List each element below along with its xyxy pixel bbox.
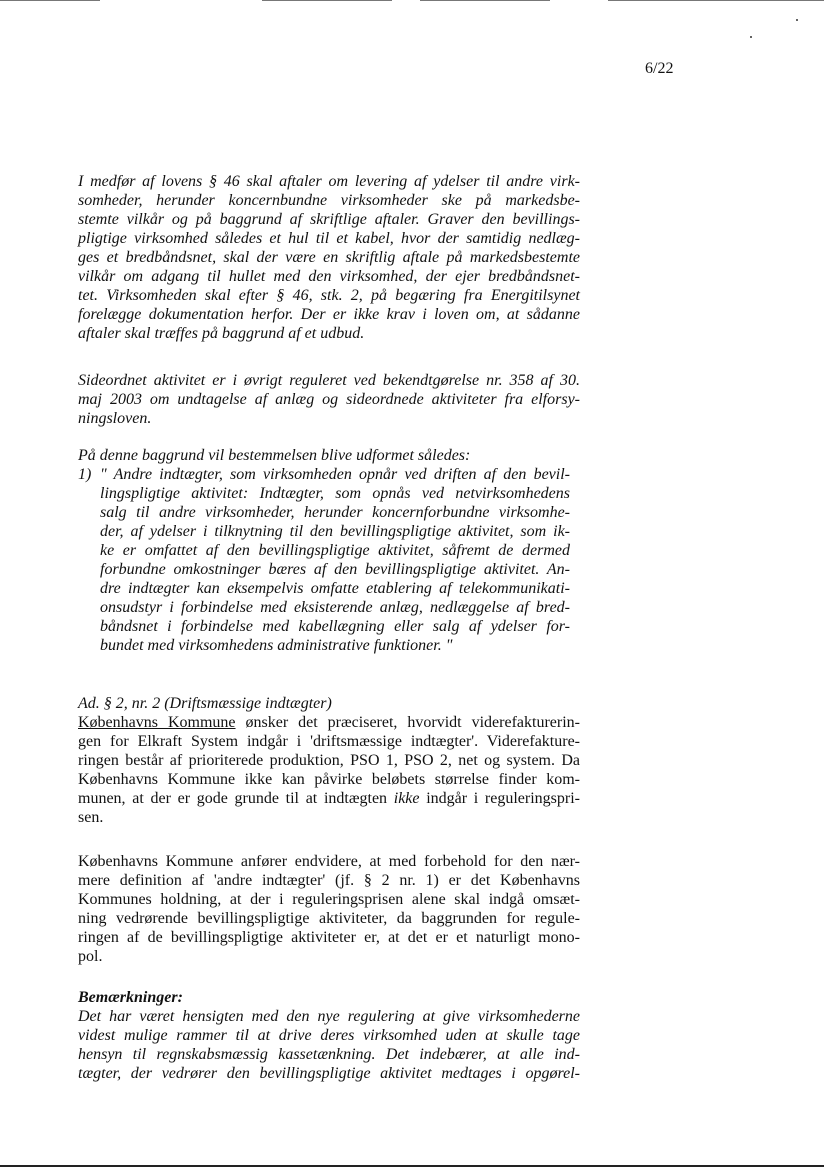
text-line: " Andre indtægter, som virksomheden opnår ved driften af den bevil- (100, 466, 570, 483)
text-line: Københavns Kommune ønsker det præciseret, hvorvidt viderefakturerin- (78, 714, 580, 731)
text-line: gen for Elkraft System indgår i 'driftsmæssige indtægter'. Viderefakture- (78, 733, 580, 750)
text-line: På denne baggrund vil bestemmelsen blive udformet således: (78, 447, 471, 464)
paragraph-operating-revenue (78, 694, 580, 827)
scan-artifact-top-mid (262, 0, 392, 1)
text-line: hensyn til regnskabsmæssig kassetænkning. Det indebærer, at alle ind- (78, 1046, 580, 1063)
scan-artifact-top-left (0, 0, 100, 1)
scan-artifact-bottom (0, 1165, 824, 1167)
text-line: båndsnet i forbindelse med kabellægning eller salg af ydelser for- (100, 618, 570, 635)
text-line: forelægge dokumentation herfor. Der er ikke krav i loven om, at sådanne (78, 306, 580, 323)
text-line: lingspligtige aktivitet: Indtægter, som opnås ved netvirksomhedens (100, 485, 570, 502)
scan-speck (750, 36, 752, 38)
page-number: 6/22 (645, 60, 674, 77)
section-heading: Ad. § 2, nr. 2 (Driftsmæssige indtægter) (78, 695, 332, 712)
text-line: ke er omfattet af den bevillingspligtige aktivitet, såfremt de dermed (100, 542, 570, 559)
text-line: der, af ydelser i tilknytning til den bevillingspligtige aktivitet, som ik- (100, 523, 570, 540)
paragraph-provision-intro (78, 446, 580, 655)
text-line: videst mulige rammer til at drive deres virksomhed uden at skulle tage (78, 1027, 580, 1044)
text-line: mere definition af 'andre indtægter' (jf. § 2 nr. 1) er det Københavns (78, 872, 580, 889)
list-item-body (100, 465, 570, 655)
text-line: bundet med virksomhedens administrative funktioner. " (100, 637, 453, 654)
paragraph-remarks (78, 988, 580, 1083)
text-line: ringen består af prioriterede produktion, PSO 1, PSO 2, net og system. Da (78, 752, 580, 769)
text-line: onsudstyr i forbindelse med eksisterende anlæg, nedlæggelse af bred- (100, 599, 570, 616)
municipality-name-underlined: Københavns Kommune (78, 714, 236, 731)
text-line: pligtige virksomhed således et hul til et kabel, hvor der samtidig nedlæg- (78, 230, 580, 247)
text-line: pol. (78, 948, 103, 965)
emphasis-ikke: ikke (393, 790, 420, 807)
text-line: vilkår om adgang til hullet med den virksomhed, der ejer bredbåndsnet- (78, 268, 580, 285)
paragraph-municipality-position (78, 852, 580, 966)
text-line: salg til andre virksomheder, herunder koncernforbundne virksomhe- (100, 504, 570, 521)
text-line: munen, at der er gode grunde til at indtægten ikke indgår i reguleringspri- (78, 790, 580, 807)
text-line: ges et bredbåndsnet, skal der være en skriftlig aftale på markedsbestemte (78, 249, 580, 266)
text-line: Sideordnet aktivitet er i øvrigt reguleret ved bekendtgørelse nr. 358 af 30. (78, 372, 580, 389)
text-line: I medfør af lovens § 46 skal aftaler om levering af ydelser til andre virk- (78, 173, 580, 190)
text-line: Det har været hensigten med den nye regulering at give virksomhederne (78, 1008, 580, 1025)
paragraph-secondary-activity (78, 371, 580, 428)
scan-speck (796, 19, 798, 21)
text-line: somheder, herunder koncernbundne virksomheder ske på markedsbe- (78, 192, 580, 209)
text-line: ringen af de bevillingspligtige aktiviteter er, at det er et naturligt mono- (78, 929, 580, 946)
text-line: aftaler skal træffes på baggrund af et udbud. (78, 325, 365, 342)
text-line: Københavns Kommune ikke kan påvirke beløbets størrelse finder kom- (78, 771, 580, 788)
text-line: ningsloven. (78, 410, 152, 427)
text-line: tægter, der vedrører den bevillingspligtige aktivitet medtages i opgørel- (78, 1065, 580, 1082)
text-line: Københavns Kommune anfører endvidere, at med forbehold for den nær- (78, 853, 580, 870)
provision-list-item (78, 465, 580, 655)
text-line: maj 2003 om undtagelse af anlæg og sideordnede aktiviteter fra elforsy- (78, 391, 580, 408)
scan-artifact-top-right (608, 0, 824, 1)
text-line: tet. Virksomheden skal efter § 46, stk. 2, på begæring fra Energitilsynet (78, 287, 580, 304)
text-line: stemte vilkår og på baggrund af skriftlige aftaler. Graver den bevillings- (78, 211, 580, 228)
scan-artifact-top-mid2 (420, 0, 550, 1)
text-line: dre indtægter kan eksempelvis omfatte etablering af telekommunikati- (100, 580, 570, 597)
paragraph-affiliate-agreements (78, 172, 580, 343)
text-line: sen. (78, 809, 104, 826)
text-line: forbundne omkostninger bæres af den bevillingspligtige aktivitet. An- (100, 561, 570, 578)
text-line: ning vedrørende bevillingspligtige aktiviteter, da baggrunden for regule- (78, 910, 580, 927)
list-number: 1) (78, 466, 92, 483)
remarks-heading: Bemærkninger: (78, 989, 183, 1006)
text-line: Kommunes holdning, at der i reguleringsprisen alene skal indgå omsæt- (78, 891, 580, 908)
